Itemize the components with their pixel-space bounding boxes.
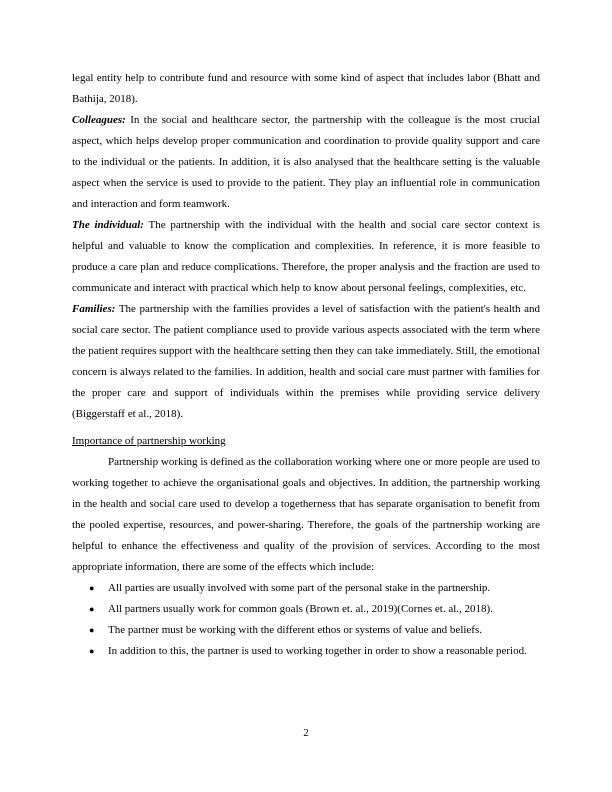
paragraph-colleagues xyxy=(72,110,540,215)
paragraph-lead: Colleagues: xyxy=(72,114,126,126)
bullet-icon: ● xyxy=(89,625,95,635)
list-item-text: All partners usually work for common goals (Brown et. al., 2019)(Cornes et. al., 2018). xyxy=(108,603,493,615)
paragraph-text: legal entity help to contribute fund and resource with some kind of aspect that includes labor (Bhatt and Bathija, 2018). xyxy=(72,72,540,105)
paragraph-lead: Families: xyxy=(72,303,116,315)
list-item xyxy=(72,599,540,620)
bullet-icon: ● xyxy=(89,583,95,593)
list-item xyxy=(72,620,540,641)
section-paragraph: Partnership working is defined as the collaboration working where one or more people are used to working together to achieve the organisational goals and objectives. In addition, the partnership working in the health and social care used to develop a togetherness that has separate organisation to benefit from the pooled expertise, resources, and power-sharing. Therefore, the goals of the partnership working are helpful to enhance the effectiveness and quality of the provision of services. According to the most appropriate information, there are some of the effects which include: xyxy=(72,456,540,573)
paragraph-lead: The individual: xyxy=(72,219,144,231)
list-item-text: All parties are usually involved with some part of the personal stake in the partnership. xyxy=(108,582,491,594)
bullet-icon: ● xyxy=(89,604,95,614)
list-item-text: The partner must be working with the different ethos or systems of value and beliefs. xyxy=(108,624,483,636)
paragraph-text: The partnership with the individual with the health and social care sector context is helpful and valuable to know the complication and complexities. In reference, it is more feasible to produce a care plan and reduce complications. Therefore, the proper analysis and the fraction are used to communicate and interact with practical which help to know about personal feelings, complexities, etc. xyxy=(72,219,540,294)
list-item xyxy=(72,578,540,599)
section-heading: Importance of partnership working xyxy=(72,435,226,447)
page-number: 2 xyxy=(303,727,309,739)
paragraph-text: The partnership with the families provides a level of satisfaction with the patient's health and social care sector. The patient compliance used to provide various aspects associated with the term where the patient requires support with the healthcare setting then they can take immediately. Still, the emotional concern is always related to the families. In addition, health and social care must partner with families for the proper care and support of individuals within the premises while providing service delivery (Biggerstaff et al., 2018). xyxy=(72,303,540,420)
list-item-text: In addition to this, the partner is used to working together in order to show a reasonable period. xyxy=(108,645,527,657)
paragraph-families xyxy=(72,299,540,425)
bullet-icon: ● xyxy=(89,646,95,656)
paragraph-continuation xyxy=(72,68,540,110)
paragraph-text: In the social and healthcare sector, the partnership with the colleague is the most crucial aspect, which helps develop proper communication and coordination to provide quality support and care to the individual or the patients. In addition, it is also analysed that the healthcare setting is the valuable aspect when the service is used to provide to the patient. They play an influential role in communication and interaction and form teamwork. xyxy=(72,114,540,210)
paragraph-individual xyxy=(72,215,540,299)
list-item xyxy=(72,641,540,662)
bullet-list xyxy=(72,578,540,662)
